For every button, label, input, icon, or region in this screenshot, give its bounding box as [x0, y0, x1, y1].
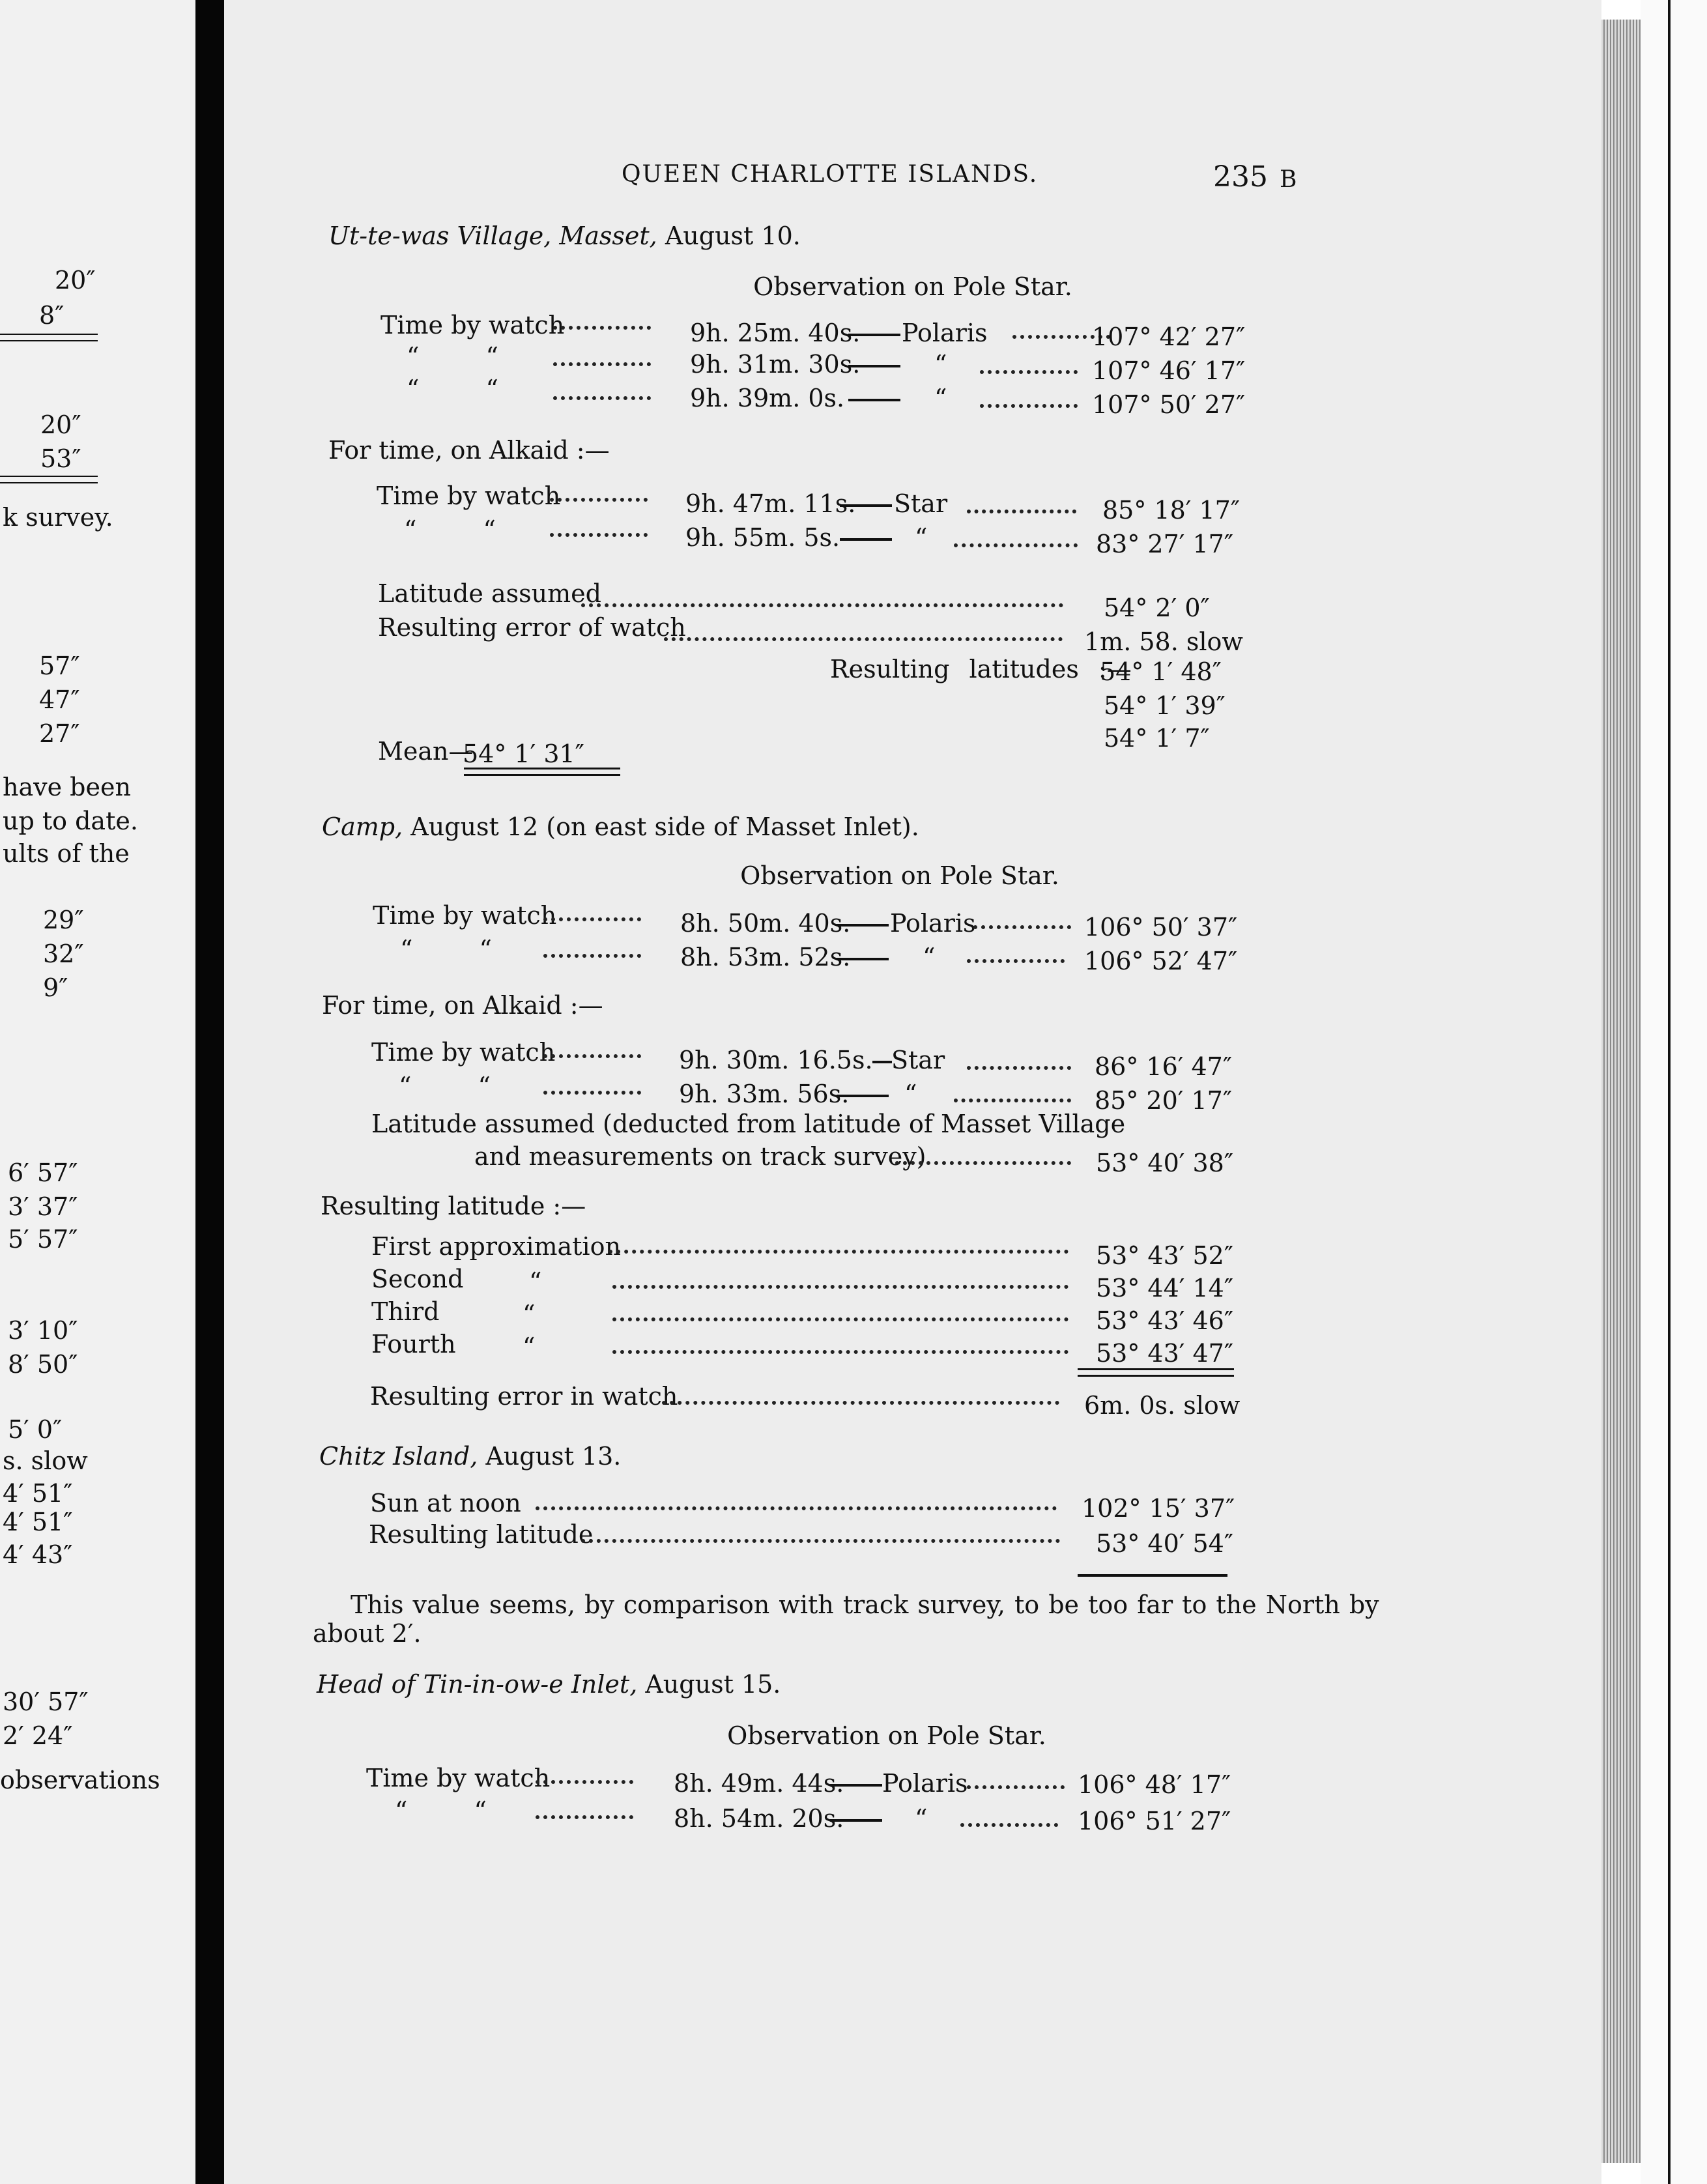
- latitude-assumed-label: Latitude assumed (deducted from latitude of Masset Village: [371, 1110, 1126, 1138]
- approximation-label: First approximation: [371, 1232, 621, 1261]
- place-name: Chitz Island,: [319, 1442, 478, 1471]
- dash: [840, 538, 892, 541]
- leader-dots: [581, 596, 1063, 607]
- facing-rule: [0, 482, 98, 483]
- facing-fragment: 53″: [40, 444, 81, 473]
- mean-value: 54° 1′ 31″: [463, 740, 584, 768]
- dash: [848, 399, 900, 401]
- facing-fragment: 47″: [39, 685, 80, 714]
- watch-time: 9h. 25m. 40s.: [690, 319, 861, 347]
- approximation-value: 53° 43′ 52″: [1096, 1241, 1234, 1270]
- watch-time: 9h. 39m. 0s.: [690, 384, 845, 412]
- approximation-value: 53° 43′ 46″: [1096, 1306, 1234, 1335]
- dash: [840, 504, 892, 507]
- facing-fragment: 29″: [43, 906, 84, 934]
- facing-fragment: 30′ 57″: [3, 1688, 89, 1716]
- resulting-latitudes-label: Resulting latitudes :—: [830, 655, 1132, 683]
- book-gutter: [195, 0, 224, 2184]
- leader-dots: [980, 396, 1078, 408]
- watch-time: 8h. 49m. 44s.: [674, 1769, 844, 1798]
- dash: [837, 924, 889, 927]
- dash: [830, 1819, 882, 1822]
- facing-rule: [0, 476, 98, 477]
- dash: [837, 1095, 889, 1097]
- dash: [837, 958, 889, 960]
- ditto-label: “ “: [407, 342, 498, 371]
- leader-dots: [543, 946, 641, 958]
- running-title: QUEEN CHARLOTTE ISLANDS.: [622, 161, 1039, 188]
- page-edges: [1601, 20, 1641, 2163]
- leader-dots: [553, 354, 651, 366]
- facing-fragment: 4′ 43″: [3, 1540, 73, 1569]
- dash: [848, 334, 900, 336]
- row-label: Time by watch: [371, 1038, 556, 1067]
- facing-fragment: 6′ 57″: [8, 1158, 78, 1187]
- leader-dots: [550, 490, 648, 502]
- ditto-label: “ “: [395, 1796, 487, 1825]
- facing-fragment: s. slow: [3, 1446, 88, 1475]
- section-heading: [328, 223, 801, 248]
- watch-time: 8h. 50m. 40s.: [680, 909, 851, 938]
- mean-label: Mean—: [378, 737, 474, 766]
- watch-error-label: Resulting error in watch: [370, 1382, 678, 1411]
- dash: [830, 1784, 882, 1787]
- altitude-value: 86° 16′ 47″: [1095, 1052, 1233, 1081]
- leader-dots: [895, 1153, 1071, 1165]
- for-time-heading: For time, on Alkaid :—: [322, 991, 603, 1020]
- watch-time: 8h. 53m. 52s.: [680, 943, 851, 971]
- leader-dots: [967, 502, 1076, 513]
- ditto-mark: “: [915, 1804, 928, 1833]
- latitude-assumed-value: 54° 2′ 0″: [1104, 594, 1210, 622]
- observation-title: Observation on Pole Star.: [740, 861, 1059, 890]
- leader-dots: [967, 1777, 1065, 1789]
- margin: [1641, 0, 1707, 2184]
- altitude-value: 106° 50′ 37″: [1084, 913, 1238, 941]
- facing-fragment: 27″: [39, 719, 80, 748]
- altitude-value: 83° 27′ 17″: [1096, 530, 1234, 558]
- section-heading: [317, 1672, 781, 1697]
- facing-fragment: 20″: [55, 266, 96, 295]
- date: August 12 (on east side of Masset Inlet).: [403, 812, 919, 841]
- approximation-label: Second: [371, 1265, 464, 1293]
- facing-fragment: 57″: [39, 652, 80, 680]
- facing-fragment: ults of the: [3, 839, 130, 868]
- section-heading: [319, 1444, 621, 1469]
- latitude-assumed-label: Latitude assumed: [378, 579, 601, 608]
- facing-rule: [0, 340, 98, 341]
- facing-fragment: 3′ 10″: [8, 1316, 78, 1345]
- resulting-latitude: 54° 1′ 7″: [1104, 724, 1210, 753]
- latitude-assumed-label-cont: and measurements on track survey): [474, 1142, 926, 1171]
- ditto-mark: “: [934, 384, 947, 412]
- watch-time: 9h. 47m. 11s.: [685, 489, 856, 518]
- leader-dots: [553, 388, 651, 400]
- facing-fragment: 2′ 24″: [3, 1721, 73, 1750]
- resulting-latitude-heading: Resulting latitude :—: [321, 1192, 586, 1220]
- date: August 13.: [478, 1442, 622, 1471]
- place-name: Camp,: [322, 812, 403, 841]
- leader-dots: [954, 536, 1078, 547]
- approximation-value: 53° 44′ 14″: [1096, 1274, 1234, 1302]
- facing-fragment: 3′ 37″: [8, 1192, 78, 1221]
- section-heading: [322, 814, 919, 839]
- facing-fragment: 4′ 51″: [3, 1508, 73, 1536]
- facing-rule: [0, 334, 98, 335]
- row-label: Time by watch: [373, 901, 557, 930]
- approximation-value: 53° 43′ 47″: [1096, 1339, 1234, 1368]
- leader-dots: [973, 917, 1071, 929]
- ditto-mark: “: [529, 1267, 542, 1296]
- leader-dots: [960, 1815, 1058, 1827]
- star-name: Polaris: [902, 319, 988, 347]
- leader-dots: [543, 1083, 641, 1095]
- leader-dots: [581, 1531, 1060, 1543]
- observation-title: Observation on Pole Star.: [753, 272, 1072, 301]
- row-label: Time by watch: [377, 481, 561, 510]
- date: August 10.: [657, 222, 801, 250]
- altitude-value: 107° 46′ 17″: [1092, 356, 1246, 385]
- dash: [872, 1061, 892, 1063]
- facing-fragment: 5′ 0″: [8, 1415, 63, 1444]
- sun-at-noon-value: 102° 15′ 37″: [1082, 1494, 1235, 1523]
- page: [224, 0, 1601, 2184]
- leader-dots: [550, 525, 648, 537]
- edge-line: [1668, 0, 1671, 2184]
- approximation-label: Fourth: [371, 1330, 456, 1358]
- watch-time: 8h. 54m. 20s.: [674, 1804, 844, 1833]
- watch-time: 9h. 55m. 5s.: [685, 523, 840, 552]
- place-name: Ut-te-was Village, Masset,: [328, 222, 657, 250]
- watch-error-label: Resulting error of watch: [378, 613, 686, 642]
- ditto-mark: “: [915, 523, 928, 552]
- facing-fragment: 4′ 51″: [3, 1479, 73, 1508]
- observation-title: Observation on Pole Star.: [727, 1721, 1046, 1750]
- leader-dots: [536, 1499, 1057, 1510]
- approximation-label: Third: [371, 1297, 440, 1326]
- resulting-latitude: 54° 1′ 39″: [1104, 691, 1226, 720]
- ditto-label: “ “: [400, 935, 492, 964]
- star-name: Polaris: [882, 1769, 968, 1798]
- ditto-mark: “: [904, 1080, 917, 1108]
- watch-time: 9h. 31m. 30s.: [690, 350, 861, 379]
- leader-dots: [662, 1393, 1059, 1405]
- dash: [848, 365, 900, 367]
- altitude-value: 107° 42′ 27″: [1092, 323, 1246, 351]
- altitude-value: 85° 18′ 17″: [1102, 496, 1241, 524]
- ditto-label: “ “: [399, 1072, 491, 1100]
- leader-dots: [543, 910, 641, 921]
- resulting-latitude-value: 53° 40′ 54″: [1096, 1529, 1234, 1558]
- resulting-latitude-label: Resulting latitude: [369, 1520, 594, 1549]
- place-name: Head of Tin-in-ow-e Inlet,: [317, 1670, 638, 1699]
- sun-at-noon-label: Sun at noon: [370, 1489, 521, 1517]
- page-number: 235: [1213, 160, 1268, 194]
- facing-fragment: 32″: [43, 940, 84, 968]
- watch-error-value: 1m. 58. slow: [1084, 627, 1243, 656]
- row-label: Time by watch: [380, 311, 565, 339]
- double-rule: [464, 768, 620, 776]
- facing-fragment: have been: [3, 773, 131, 801]
- altitude-value: 85° 20′ 17″: [1095, 1086, 1233, 1115]
- facing-page: [0, 0, 195, 2184]
- for-time-heading: For time, on Alkaid :—: [328, 436, 610, 465]
- altitude-value: 106° 51′ 27″: [1078, 1807, 1231, 1835]
- ditto-mark: “: [523, 1332, 536, 1361]
- latitude-assumed-value: 53° 40′ 38″: [1096, 1149, 1234, 1177]
- resulting-latitude: 54° 1′ 48″: [1100, 657, 1222, 686]
- star-name: Star: [891, 1046, 945, 1074]
- facing-fragment: observations: [0, 1766, 160, 1794]
- leader-dots: [612, 1310, 1069, 1321]
- leader-dots: [664, 629, 1063, 641]
- ditto-label: “ “: [404, 515, 496, 544]
- leader-dots: [980, 362, 1078, 374]
- leader-dots: [609, 1242, 1069, 1254]
- note-line: This value seems, by comparison with track survey, to be too far to the North by: [351, 1590, 1379, 1619]
- star-name: Polaris: [890, 909, 976, 938]
- leader-dots: [536, 1807, 633, 1819]
- facing-fragment: 20″: [40, 410, 81, 439]
- date: August 15.: [637, 1670, 781, 1699]
- leader-dots: [612, 1342, 1069, 1354]
- leader-dots: [612, 1277, 1069, 1289]
- leader-dots: [543, 1046, 641, 1058]
- leader-dots: [536, 1772, 633, 1784]
- altitude-value: 106° 52′ 47″: [1084, 947, 1238, 975]
- facing-fragment: 5′ 57″: [8, 1225, 78, 1254]
- watch-error-value: 6m. 0s. slow: [1084, 1391, 1241, 1420]
- page-suffix: B: [1280, 166, 1298, 193]
- watch-time: 9h. 30m. 16.5s.: [679, 1046, 873, 1074]
- row-label: Time by watch: [366, 1764, 551, 1792]
- star-name: Star: [894, 489, 948, 518]
- leader-dots: [967, 951, 1065, 963]
- leader-dots: [967, 1058, 1071, 1070]
- altitude-value: 106° 48′ 17″: [1078, 1770, 1231, 1799]
- note-line: about 2′.: [313, 1619, 422, 1648]
- double-rule: [1078, 1368, 1234, 1377]
- watch-time: 9h. 33m. 56s.: [679, 1080, 850, 1108]
- facing-fragment: k survey.: [3, 503, 113, 532]
- facing-fragment: 8′ 50″: [8, 1350, 78, 1379]
- facing-fragment: 9″: [43, 973, 68, 1002]
- ditto-mark: “: [523, 1300, 536, 1329]
- altitude-value: 107° 50′ 27″: [1092, 390, 1246, 419]
- facing-fragment: 8″: [39, 301, 65, 330]
- ditto-mark: “: [934, 350, 947, 379]
- rule: [1078, 1574, 1227, 1577]
- leader-dots: [553, 318, 651, 330]
- ditto-mark: “: [923, 943, 936, 971]
- leader-dots: [954, 1091, 1071, 1102]
- ditto-label: “ “: [407, 375, 498, 403]
- facing-fragment: up to date.: [3, 807, 138, 835]
